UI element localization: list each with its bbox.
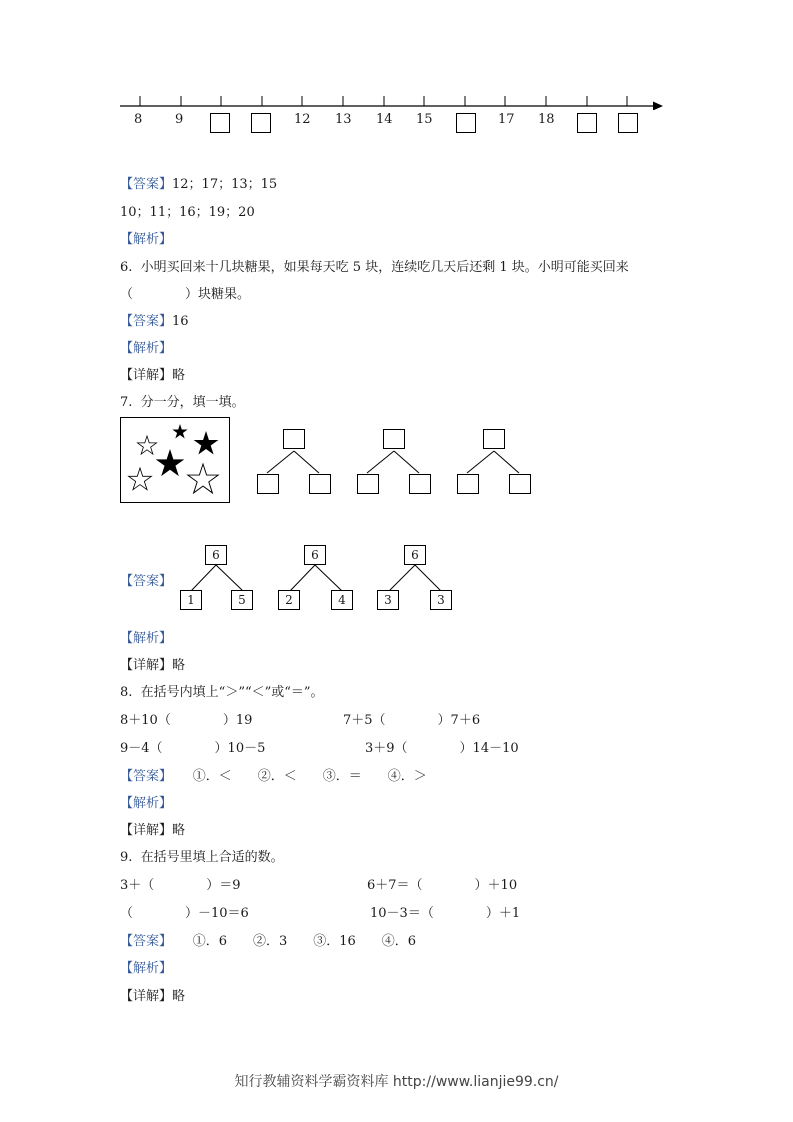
outline-star-icon bbox=[129, 468, 152, 490]
q7-detail bbox=[120, 654, 185, 673]
q5-answer-line1 bbox=[120, 173, 277, 192]
blank-box-2[interactable] bbox=[251, 113, 271, 133]
blank-box-5[interactable] bbox=[618, 113, 638, 133]
q8-row2-left: 9－4（ ）10－5 bbox=[120, 741, 266, 756]
q9-analysis-tag: 【解析】 bbox=[120, 961, 173, 976]
filled-star-icon bbox=[156, 449, 185, 476]
answer-text: ①．＜ ②．＜ ③．＝ ④．＞ bbox=[192, 769, 427, 784]
page-footer: 知行教辅资料学霸资料库 http://www.lianjie99.cn/ bbox=[234, 1074, 559, 1090]
answer-tag: 【答案】 bbox=[120, 314, 173, 329]
q9-row1-left: 3＋（ ）＝9 bbox=[120, 878, 241, 893]
tree2-left-box[interactable] bbox=[357, 474, 379, 494]
q5-answer-line2: 10；11；16；19；20 bbox=[120, 205, 255, 220]
tree3-top-box[interactable] bbox=[483, 429, 505, 449]
q6-detail bbox=[120, 364, 185, 383]
q9-question bbox=[120, 846, 284, 865]
outline-star-icon bbox=[188, 464, 218, 493]
q7-answer-tag: 【答案】 bbox=[120, 574, 173, 589]
q7-analysis-tag: 【解析】 bbox=[120, 631, 173, 646]
q9-row2-left: （ ）－10＝6 bbox=[120, 906, 249, 921]
q9-row1-right: 6＋7＝（ ）＋10 bbox=[367, 878, 518, 893]
answer-tree1-left: 1 bbox=[180, 590, 202, 610]
tick-label-12: 12 bbox=[294, 112, 311, 127]
filled-star-icon bbox=[172, 424, 187, 438]
q8-row2-right: 3＋9（ ）14－10 bbox=[365, 741, 519, 756]
q5-analysis-tag: 【解析】 bbox=[120, 232, 173, 247]
answer-tree2-left: 2 bbox=[278, 590, 300, 610]
detail-text: 略 bbox=[172, 823, 186, 838]
detail-text: 略 bbox=[172, 658, 186, 673]
answer-text: 12；17；13；15 bbox=[172, 177, 278, 192]
tick-label-14: 14 bbox=[376, 112, 393, 127]
question-text: 小明买回来十几块糖果，如果每天吃 5 块，连续吃几天后还剩 1 块。小明可能买回来 bbox=[140, 260, 629, 275]
tree2-top-box[interactable] bbox=[383, 429, 405, 449]
tree1-right-box[interactable] bbox=[309, 474, 331, 494]
answer-tree3-top: 6 bbox=[404, 545, 426, 565]
q9-answer bbox=[120, 930, 416, 949]
answer-tree1-right: 5 bbox=[231, 590, 253, 610]
question-number: 7. bbox=[120, 395, 133, 410]
detail-text: 略 bbox=[172, 368, 186, 383]
blank-box-3[interactable] bbox=[456, 113, 476, 133]
blank-box-1[interactable] bbox=[210, 113, 230, 133]
star-picture bbox=[120, 417, 230, 503]
q6-question-line1 bbox=[120, 256, 629, 275]
q8-row1-right: 7＋5（ ）7＋6 bbox=[343, 713, 481, 728]
answer-text: ①．6 ②．3 ③．16 ④．6 bbox=[192, 934, 417, 949]
q9-row2-right: 10－3＝（ ）＋1 bbox=[370, 906, 521, 921]
tree3-right-box[interactable] bbox=[509, 474, 531, 494]
answer-text: 16 bbox=[172, 314, 189, 329]
question-number: 6. bbox=[120, 260, 133, 275]
q8-question bbox=[120, 681, 324, 700]
outline-star-icon bbox=[137, 436, 156, 454]
answer-tree3-right: 3 bbox=[430, 590, 452, 610]
tick-label-8: 8 bbox=[134, 112, 143, 127]
q8-answer bbox=[120, 765, 427, 784]
tick-label-9: 9 bbox=[175, 112, 184, 127]
detail-tag: 【详解】 bbox=[120, 823, 173, 838]
question-text: 分一分，填一填。 bbox=[140, 395, 245, 410]
tree1-left-box[interactable] bbox=[257, 474, 279, 494]
question-text: 在括号内填上“＞”“＜”或“＝”。 bbox=[140, 685, 324, 700]
answer-tree1-top: 6 bbox=[205, 545, 227, 565]
tree3-left-box[interactable] bbox=[457, 474, 479, 494]
answer-tag: 【答案】 bbox=[120, 177, 173, 192]
q9-detail bbox=[120, 985, 185, 1004]
detail-tag: 【详解】 bbox=[120, 368, 173, 383]
q7-question bbox=[120, 391, 245, 410]
q6-question-line2: （ ）块糖果。 bbox=[120, 287, 251, 302]
answer-tag: 【答案】 bbox=[120, 934, 173, 949]
detail-tag: 【详解】 bbox=[120, 989, 173, 1004]
tick-label-15: 15 bbox=[416, 112, 433, 127]
answer-tree3-left: 3 bbox=[377, 590, 399, 610]
detail-tag: 【详解】 bbox=[120, 658, 173, 673]
answer-tag: 【答案】 bbox=[120, 769, 173, 784]
number-line bbox=[115, 90, 675, 110]
q8-detail bbox=[120, 819, 185, 838]
q8-row1-left: 8＋10（ ）19 bbox=[120, 713, 253, 728]
question-number: 8. bbox=[120, 685, 133, 700]
detail-text: 略 bbox=[172, 989, 186, 1004]
answer-tree2-top: 6 bbox=[304, 545, 326, 565]
blank-box-4[interactable] bbox=[577, 113, 597, 133]
tree2-right-box[interactable] bbox=[409, 474, 431, 494]
q8-analysis-tag: 【解析】 bbox=[120, 796, 173, 811]
q6-answer bbox=[120, 310, 189, 329]
tick-label-13: 13 bbox=[335, 112, 352, 127]
filled-star-icon bbox=[194, 431, 219, 455]
tick-label-18: 18 bbox=[538, 112, 555, 127]
q6-analysis-tag: 【解析】 bbox=[120, 341, 173, 356]
question-text: 在括号里填上合适的数。 bbox=[140, 850, 284, 865]
answer-tree2-right: 4 bbox=[331, 590, 353, 610]
tick-label-17: 17 bbox=[498, 112, 515, 127]
tree1-top-box[interactable] bbox=[283, 429, 305, 449]
question-number: 9. bbox=[120, 850, 133, 865]
